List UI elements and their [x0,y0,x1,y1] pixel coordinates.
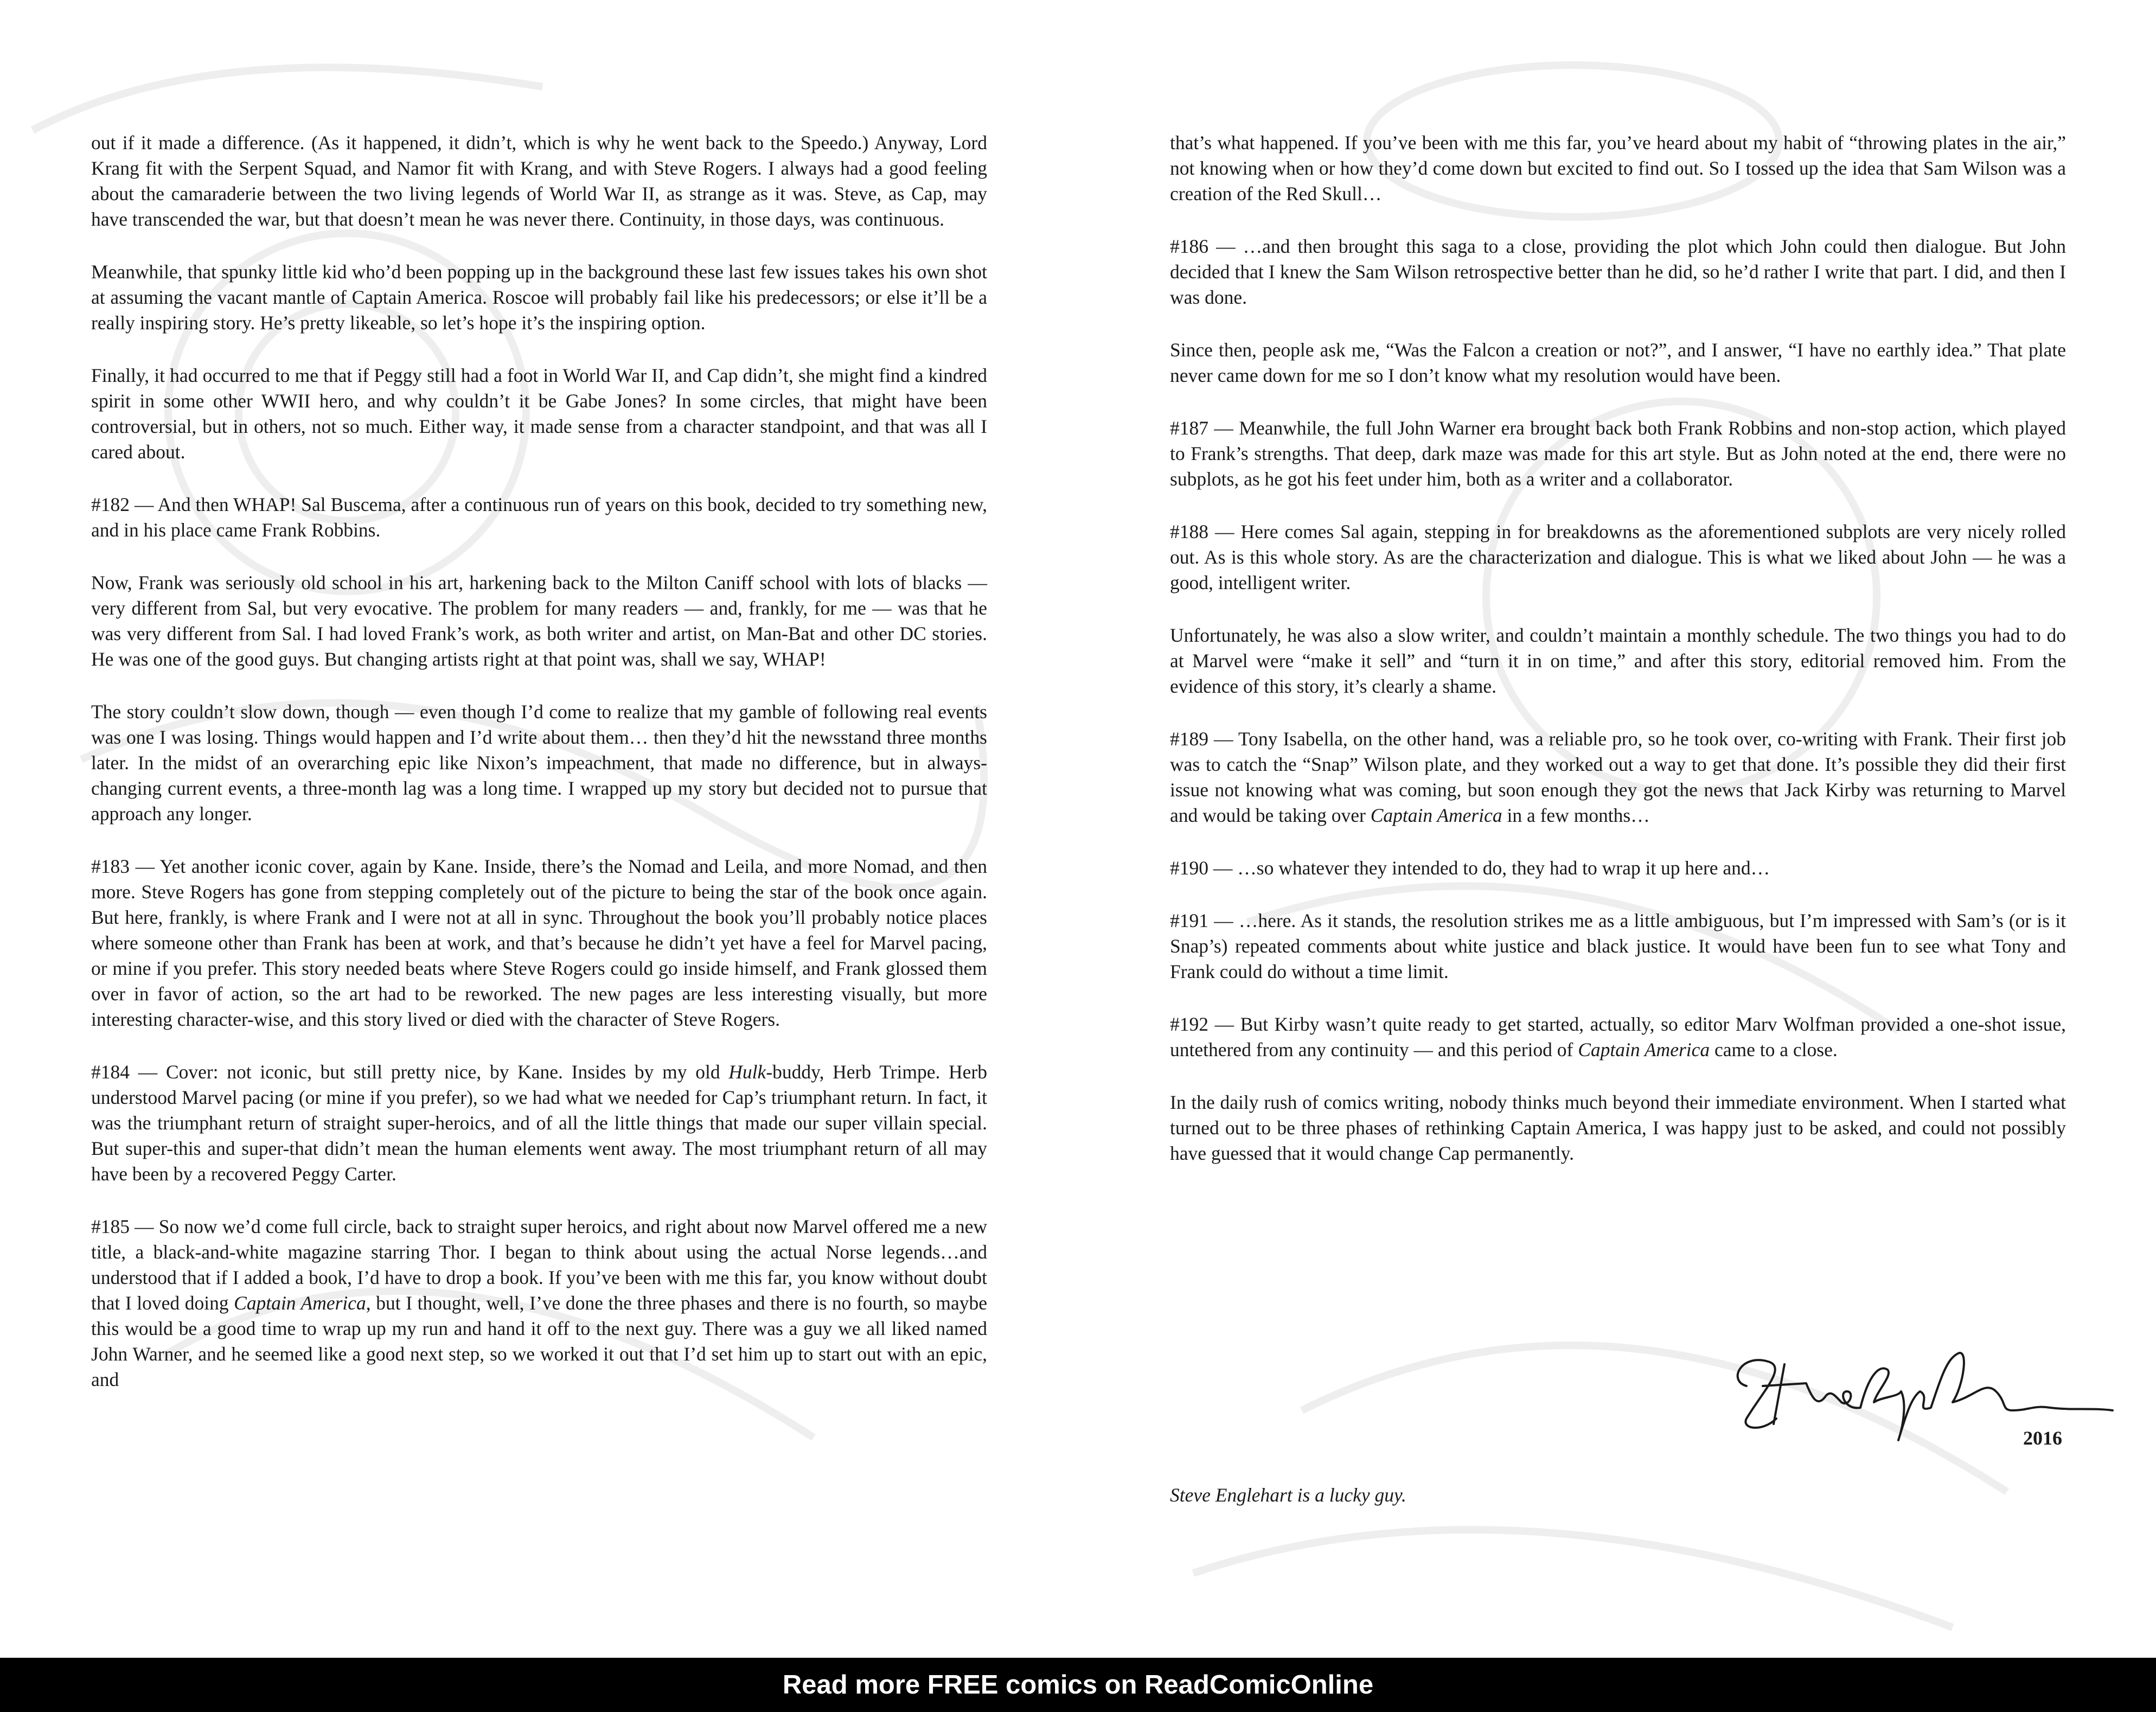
text-run: #190 — …so whatever they intended to do, they had to wrap it up here and… [1170,857,1770,879]
paragraph [91,492,987,543]
text-run: #184 — Cover: not iconic, but still pretty nice, by Kane. Insides by my old [91,1061,729,1083]
text-run: #182 — And then WHAP! Sal Buscema, after a continuous run of years on this book, decided to try something new, and in his place came Frank Robbins. [91,494,987,541]
text-run: in a few months… [1502,804,1650,826]
promo-banner[interactable]: Read more FREE comics on ReadComicOnline [0,1658,2156,1712]
text-run: #188 — Here comes Sal again, stepping in for breakdowns as the aforementioned subplots are very nicely rolled out. As is this whole story. As are the characterization and dialogue. This is what we liked about John — he was a good, intelligent writer. [1170,521,2066,593]
text-run: Now, Frank was seriously old school in his art, harkening back to the Milton Caniff school with lots of blacks — very different from Sal, but very evocative. The problem for many readers — and, frankly, for me — was that he was very different from Sal. I had loved Frank’s work, as both writer and artist, on Man-Bat and other DC stories. He was one of the good guys. But changing artists right at that point was, shall we say, WHAP! [91,572,987,670]
paragraph [91,699,987,827]
signature-block [1725,1315,2115,1462]
text-run: #185 — So now we’d come full circle, back to straight super heroics, and right about now Marvel offered me a new title, a black-and-white magazine starring Thor. I began to think about using the actual Norse legends…and understood that if I added a book, I’d have to drop a book. If you’ve been with me this far, you know without doubt that I loved doing [91,1216,987,1314]
paragraph [1170,519,2066,596]
right-text-column [1170,130,2066,1193]
paragraph [91,1214,987,1392]
paragraph [1170,855,2066,881]
text-run: Finally, it had occurred to me that if Peggy still had a foot in World War II, and Cap didn’t, she might find a kindred spirit in some other WWII hero, and why couldn’t it be Gabe Jones? In some circles, that might have been controversial, but in others, not so much. Either way, it made sense from a character standpoint, and that was all I cared about. [91,365,987,463]
text-run: that’s what happened. If you’ve been with me this far, you’ve heard about my habit of “throwing plates in the air,” not knowing when or how they’d come down but excited to find out. So I tossed up the idea that Sam Wilson was a creation of the Red Skull… [1170,132,2066,205]
text-run: #186 — …and then brought this saga to a close, providing the plot which John could then dialogue. But John decided that I knew the Sam Wilson retrospective better than he did, so he’d rather I write that part. I did, and then I was done. [1170,235,2066,308]
signature-year: 2016 [2023,1427,2062,1449]
text-run: Since then, people ask me, “Was the Falcon a creation or not?”, and I answer, “I have no earthly idea.” That plate never came down for me so I don’t know what my resolution would have been. [1170,339,2066,386]
paragraph [91,259,987,336]
text-run: #183 — Yet another iconic cover, again by Kane. Inside, there’s the Nomad and Leila, and more Nomad, and then more. Steve Rogers has gone from stepping completely out of the picture to being the star of the book once again. But here, frankly, is where Frank and I were not at all in sync. Throughout the book you’ll probably notice places where someone other than Frank has been at work, and that’s because he didn’t yet have a feel for Marvel pacing, or mine if you prefer. This story needed beats where Steve Rogers could go inside himself, and Frank glossed them over in favor of action, so the art had to be reworked. The new pages are less interesting visually, but more interesting character-wise, and this story lived or died with the character of Steve Rogers. [91,855,987,1030]
left-text-column [91,130,987,1420]
italic-title: Hulk [728,1061,766,1083]
paragraph [1170,726,2066,828]
text-run: , but I thought, well, I’ve done the three phases and there is no fourth, so maybe this would be a good time to wrap up my run and hand it off to the next guy. There was a guy we all liked named John Warner, and he seemed like a good next step, so we worked it out that I’d set him up to start out with an epic, and [91,1292,987,1390]
text-run: The story couldn’t slow down, though — even though I’d come to realize that my gamble of following real events was one I was losing. Things would happen and I’d write about them… then they’d hit the newsstand three months later. In the midst of an overarching epic like Nixon’s impeachment, that made no difference, but in always-changing current events, a three-month lag was a long time. I wrapped up my story but decided not to pursue that approach any longer. [91,701,987,825]
paragraph [1170,416,2066,492]
paragraph [1170,130,2066,207]
text-run: Meanwhile, that spunky little kid who’d been popping up in the background these last few issues takes his own shot at assuming the vacant mantle of Captain America. Roscoe will probably fail like his predecessors; or else it’ll be a really inspiring story. He’s pretty likeable, so let’s hope it’s the inspiring option. [91,261,987,334]
paragraph [91,854,987,1032]
author-bio: Steve Englehart is a lucky guy. [1170,1484,1406,1506]
paragraph [91,363,987,465]
text-run: #187 — Meanwhile, the full John Warner era brought back both Frank Robbins and non-stop action, which played to Frank’s strengths. That deep, dark maze was made for this art style. But as John noted at the end, there were no subplots, as he got his feet under him, both as a writer and a collaborator. [1170,417,2066,490]
text-run: came to a close. [1710,1039,1838,1061]
italic-title: Captain America [1370,804,1502,826]
paragraph [91,130,987,232]
text-run: In the daily rush of comics writing, nobody thinks much beyond their immediate environment. When I started what turned out to be three phases of rethinking Captain America, I was happy just to be asked, and could not possibly have guessed that it would change Cap permanently. [1170,1091,2066,1164]
italic-title: Captain America [1578,1039,1710,1061]
paragraph [1170,234,2066,310]
text-run: out if it made a difference. (As it happened, it didn’t, which is why he went back to the Speedo.) Anyway, Lord Krang fit with the Serpent Squad, and Namor fit with Krang, and with Steve Rogers. I always had a good feeling about the camaraderie between the two living legends of World War II, as strange as it was. Steve, as Cap, may have transcended the war, but that doesn’t mean he was never there. Continuity, in those days, was continuous. [91,132,987,230]
text-run: -buddy, Herb Trimpe. Herb understood Marvel pacing (or mine if you prefer), so we had what we needed for Cap’s triumphant return. In fact, it was the triumphant return of straight super-heroics, and of all the little things that made our super villain special. But super-this and super-that didn’t mean the human elements went away. The most triumphant return of all may have been by a recovered Peggy Carter. [91,1061,987,1185]
text-run: Unfortunately, he was also a slow writer, and couldn’t maintain a monthly schedule. The two things you had to do at Marvel were “make it sell” and “turn it in on time,” and after this story, editorial removed him. From the evidence of this story, it’s clearly a shame. [1170,624,2066,697]
italic-title: Captain America [234,1292,366,1314]
paragraph [1170,337,2066,388]
paragraph [1170,1012,2066,1063]
text-run: #191 — …here. As it stands, the resolution strikes me as a little ambiguous, but I’m impressed with Sam’s (or is it Snap’s) repeated comments about white justice and black justice. It would have been fun to see what Tony and Frank could do without a time limit. [1170,910,2066,982]
paragraph [1170,908,2066,985]
paragraph [1170,1090,2066,1166]
text-run: #189 — Tony Isabella, on the other hand, was a reliable pro, so he took over, co-writing with Frank. Their first job was to catch the “Snap” Wilson plate, and they worked out a way to get that done. It’s possible they did their first issue not knowing what was coming, but soon enough they got the news that Jack Kirby was returning to Marvel and would be taking over [1170,728,2066,826]
paragraph [1170,623,2066,699]
paragraph [91,1059,987,1187]
text-run: #192 — But Kirby wasn’t quite ready to get started, actually, so editor Marv Wolfman provided a one-shot issue, untethered from any continuity — and this period of [1170,1013,2066,1061]
paragraph [91,570,987,672]
